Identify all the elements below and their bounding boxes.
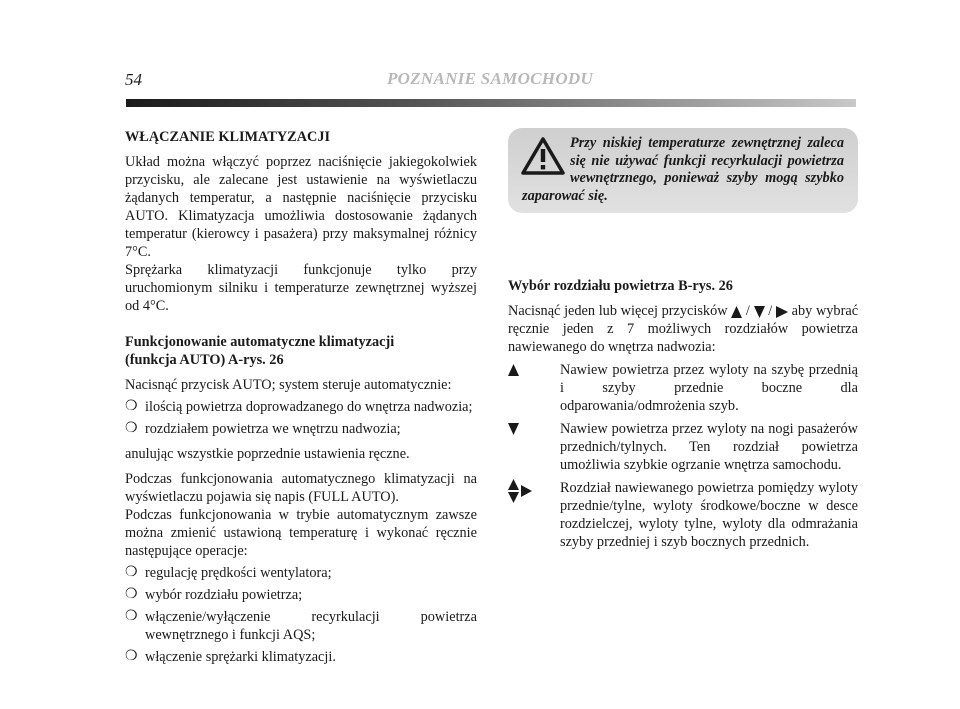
- list-item: [508, 479, 858, 551]
- down-triangle-icon: [508, 492, 519, 503]
- mode-description: Nawiew powietrza przez wyloty na szybę przednią i szyby przednie boczne dla odparowania/odmrożenia szyb.: [560, 362, 858, 414]
- right-triangle-icon: [776, 306, 788, 318]
- bullet-circle-icon: ❍: [125, 565, 138, 580]
- mode-symbol: [508, 361, 560, 381]
- mode-symbol: [508, 420, 560, 440]
- left-column: [125, 128, 477, 666]
- list-item-text: ilością powietrza doprowadzanego do wnętrza nadwozia;: [145, 399, 473, 415]
- list-item-text: wybór rozdziału powietrza;: [145, 587, 303, 603]
- right-column: [508, 128, 858, 551]
- bullet-circle-icon: ❍: [125, 421, 138, 436]
- paragraph: Układ można włączyć poprzez naciśnięcie jakiegokolwiek przycisku, ale zalecane jest ustawienie na wyświetlaczu żądanych temperatur, a następnie naciśnięcie przycisku AUTO. Klimatyzacja umożliwia dostosowanie żądanych temperatur (kierowcy i pasażera) przy maksymalnej różnicy 7°C.: [125, 154, 477, 260]
- heading-air-distribution: Wybór rozdziału powietrza B-rys. 26: [508, 278, 733, 294]
- page-number: 54: [125, 70, 142, 89]
- warning-box: [508, 128, 858, 213]
- bullet-circle-icon: ❍: [125, 609, 138, 624]
- intro-separator: /: [768, 303, 773, 319]
- heading-auto-line2: (funkcja AUTO) A-rys. 26: [125, 352, 284, 368]
- up-triangle-icon: [508, 364, 519, 376]
- list-item: [125, 586, 477, 604]
- warning-triangle-icon: [520, 136, 566, 176]
- warning-text: Przy niskiej temperaturze zewnętrznej zaleca się nie używać funkcji recyrkulacji powietrza wewnętrznego, ponieważ szyby mogą szybko zaparować się.: [522, 135, 844, 204]
- paragraph: [508, 302, 858, 356]
- heading-climate-on: WŁĄCZANIE KLIMATYZACJI: [125, 129, 331, 145]
- bullet-circle-icon: ❍: [125, 649, 138, 664]
- intro-text: aby wybrać ręcznie jeden z 7 możliwych rozdziałów powietrza nawiewanego do wnętrza nadwozia:: [508, 303, 859, 355]
- paragraph: anulując wszystkie poprzednie ustawienia ręczne.: [125, 446, 410, 462]
- bullet-circle-icon: ❍: [125, 587, 138, 602]
- list-item-text: włączenie/wyłączenie recyrkulacji powietrza wewnętrznego i funkcji AQS;: [145, 609, 477, 643]
- list-item: [125, 608, 477, 644]
- mode-description: Rozdział nawiewanego powietrza pomiędzy wyloty przednie/tylne, wyloty środkowe/boczne w desce rozdzielczej, wyloty tylne, wyloty dla odmrażania szyby przedniej i szyb bocznych przednich.: [560, 480, 858, 550]
- down-triangle-icon: [754, 306, 765, 318]
- mode-symbol: [508, 479, 560, 505]
- mode-description: Nawiew powietrza przez wyloty na nogi pasażerów przednich/tylnych. Ten rozdział powietrza umożliwia szybkie ogrzanie wnętrza samochodu.: [560, 421, 858, 473]
- list-item: [125, 648, 477, 666]
- bullet-circle-icon: ❍: [125, 399, 138, 414]
- down-triangle-icon: [508, 423, 519, 435]
- right-triangle-icon: [521, 485, 532, 497]
- paragraph: Podczas funkcjonowania automatycznego klimatyzacji na wyświetlaczu pojawia się napis (FULL AUTO).: [125, 471, 477, 505]
- header-rule: [126, 99, 856, 107]
- intro-separator: /: [745, 303, 750, 319]
- list-item-text: rozdziałem powietrza we wnętrzu nadwozia;: [145, 421, 401, 437]
- heading-auto-mode: [125, 333, 477, 369]
- list-item-text: regulację prędkości wentylatora;: [145, 565, 332, 581]
- list-item: [125, 398, 477, 416]
- list-item: [508, 420, 858, 474]
- section-title: POZNANIE SAMOCHODU: [386, 69, 594, 88]
- list-item: [508, 361, 858, 415]
- paragraph: Podczas funkcjonowania w trybie automatycznym zawsze można zmienić ustawioną temperaturę i wykonać ręcznie następujące operacje:: [125, 507, 477, 559]
- list-item-text: włączenie sprężarki klimatyzacji.: [145, 649, 336, 665]
- list-item: [125, 420, 477, 438]
- paragraph: Sprężarka klimatyzacji funkcjonuje tylko przy uruchomionym silniku i temperaturze zewnętrznej wyższej od 4°C.: [125, 262, 477, 314]
- up-triangle-icon: [508, 479, 519, 490]
- up-triangle-icon: [731, 306, 742, 318]
- intro-text: Nacisnąć jeden lub więcej przycisków: [508, 303, 728, 319]
- heading-auto-line1: Funkcjonowanie automatyczne klimatyzacji: [125, 334, 395, 350]
- list-item: [125, 564, 477, 582]
- paragraph: Nacisnąć przycisk AUTO; system steruje automatycznie:: [125, 377, 452, 393]
